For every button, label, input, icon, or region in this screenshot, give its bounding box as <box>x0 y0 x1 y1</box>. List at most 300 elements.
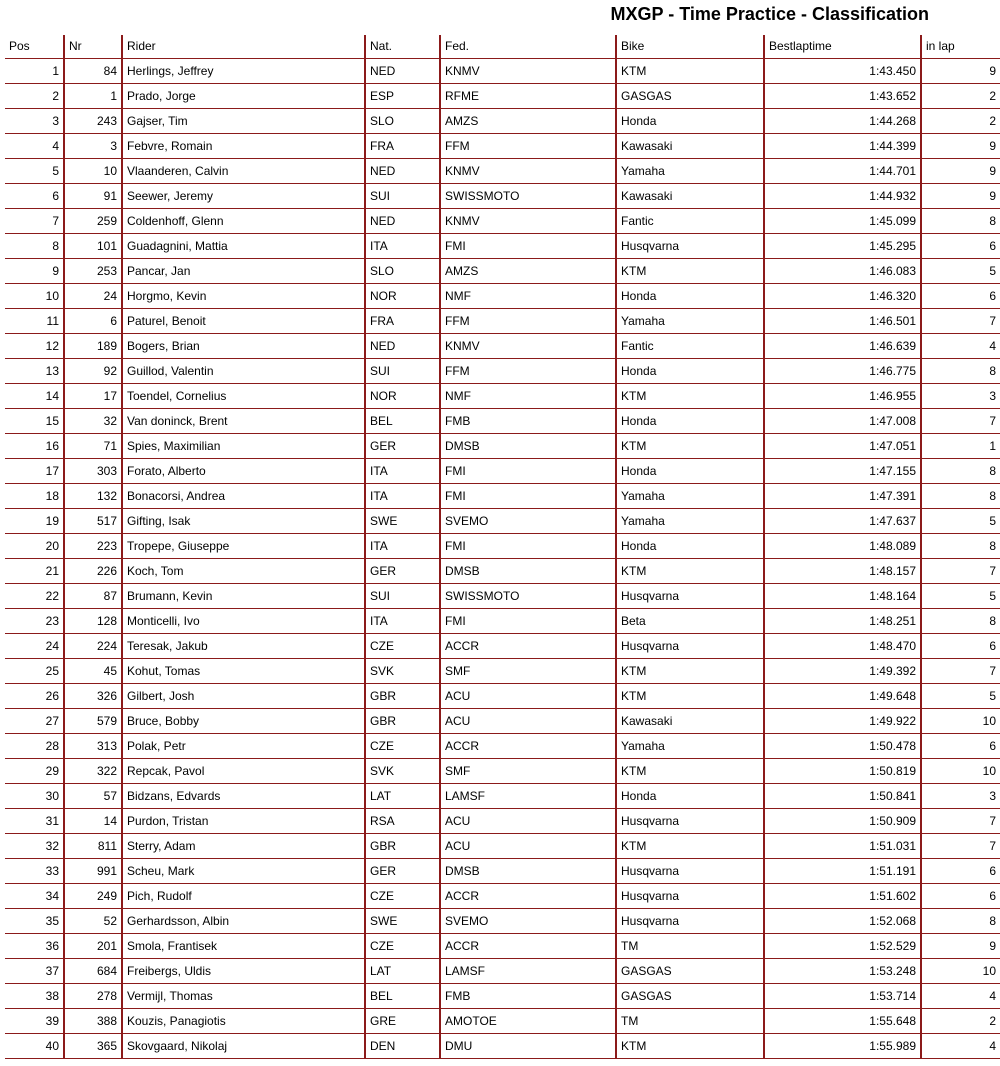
cell-nr: 684 <box>64 959 122 984</box>
cell-bestlaptime: 1:44.932 <box>764 184 921 209</box>
cell-bestlaptime: 1:46.501 <box>764 309 921 334</box>
cell-pos: 38 <box>5 984 64 1009</box>
cell-nr: 6 <box>64 309 122 334</box>
cell-pos: 35 <box>5 909 64 934</box>
cell-fed: KNMV <box>440 59 616 84</box>
cell-nat: SWE <box>365 509 440 534</box>
table-row <box>5 409 1000 434</box>
column-header-in-lap: in lap <box>921 35 1000 59</box>
cell-nr: 92 <box>64 359 122 384</box>
cell-rider: Vermijl, Thomas <box>122 984 365 1009</box>
cell-in-lap: 2 <box>921 84 1000 109</box>
cell-pos: 37 <box>5 959 64 984</box>
cell-fed: SMF <box>440 659 616 684</box>
cell-fed: FMI <box>440 609 616 634</box>
cell-nr: 259 <box>64 209 122 234</box>
cell-nr: 32 <box>64 409 122 434</box>
cell-bestlaptime: 1:55.648 <box>764 1009 921 1034</box>
table-row <box>5 659 1000 684</box>
table-row <box>5 859 1000 884</box>
cell-in-lap: 8 <box>921 534 1000 559</box>
cell-bike: KTM <box>616 59 764 84</box>
table-row <box>5 259 1000 284</box>
table-row <box>5 284 1000 309</box>
cell-in-lap: 6 <box>921 284 1000 309</box>
cell-nat: BEL <box>365 984 440 1009</box>
cell-bestlaptime: 1:44.701 <box>764 159 921 184</box>
cell-nat: CZE <box>365 634 440 659</box>
cell-nat: CZE <box>365 884 440 909</box>
cell-fed: SWISSMOTO <box>440 184 616 209</box>
cell-rider: Kouzis, Panagiotis <box>122 1009 365 1034</box>
cell-in-lap: 4 <box>921 984 1000 1009</box>
header-row <box>5 35 1000 59</box>
cell-fed: KNMV <box>440 334 616 359</box>
cell-nr: 10 <box>64 159 122 184</box>
cell-bestlaptime: 1:48.470 <box>764 634 921 659</box>
cell-fed: SVEMO <box>440 509 616 534</box>
cell-nr: 84 <box>64 59 122 84</box>
cell-bestlaptime: 1:46.955 <box>764 384 921 409</box>
cell-bike: Kawasaki <box>616 709 764 734</box>
table-row <box>5 584 1000 609</box>
table-row <box>5 334 1000 359</box>
cell-nat: NED <box>365 159 440 184</box>
cell-pos: 15 <box>5 409 64 434</box>
table-row <box>5 809 1000 834</box>
cell-fed: ACU <box>440 684 616 709</box>
table-row <box>5 59 1000 84</box>
cell-pos: 23 <box>5 609 64 634</box>
cell-bike: Fantic <box>616 209 764 234</box>
table-row <box>5 234 1000 259</box>
cell-bestlaptime: 1:44.268 <box>764 109 921 134</box>
cell-bike: Husqvarna <box>616 809 764 834</box>
cell-nr: 322 <box>64 759 122 784</box>
table-row <box>5 784 1000 809</box>
cell-fed: DMSB <box>440 434 616 459</box>
table-row <box>5 109 1000 134</box>
cell-pos: 33 <box>5 859 64 884</box>
cell-in-lap: 6 <box>921 234 1000 259</box>
table-row <box>5 684 1000 709</box>
cell-bestlaptime: 1:45.099 <box>764 209 921 234</box>
table-row <box>5 359 1000 384</box>
cell-fed: ACCR <box>440 734 616 759</box>
cell-bestlaptime: 1:53.714 <box>764 984 921 1009</box>
cell-bike: Husqvarna <box>616 584 764 609</box>
cell-bike: Honda <box>616 359 764 384</box>
cell-fed: SVEMO <box>440 909 616 934</box>
cell-pos: 30 <box>5 784 64 809</box>
cell-nr: 87 <box>64 584 122 609</box>
cell-nat: GER <box>365 559 440 584</box>
cell-bike: KTM <box>616 559 764 584</box>
table-row <box>5 484 1000 509</box>
cell-in-lap: 7 <box>921 559 1000 584</box>
cell-pos: 11 <box>5 309 64 334</box>
cell-in-lap: 5 <box>921 584 1000 609</box>
cell-nr: 811 <box>64 834 122 859</box>
cell-bike: GASGAS <box>616 959 764 984</box>
cell-fed: FFM <box>440 359 616 384</box>
cell-fed: NMF <box>440 384 616 409</box>
cell-fed: NMF <box>440 284 616 309</box>
cell-pos: 18 <box>5 484 64 509</box>
cell-in-lap: 7 <box>921 309 1000 334</box>
cell-fed: ACCR <box>440 884 616 909</box>
cell-rider: Forato, Alberto <box>122 459 365 484</box>
cell-nat: ITA <box>365 609 440 634</box>
column-header-rider: Rider <box>122 35 365 59</box>
cell-bestlaptime: 1:49.392 <box>764 659 921 684</box>
cell-pos: 3 <box>5 109 64 134</box>
cell-rider: Brumann, Kevin <box>122 584 365 609</box>
cell-bestlaptime: 1:46.775 <box>764 359 921 384</box>
cell-bestlaptime: 1:47.155 <box>764 459 921 484</box>
cell-pos: 40 <box>5 1034 64 1059</box>
cell-nat: NED <box>365 59 440 84</box>
cell-fed: FMI <box>440 234 616 259</box>
cell-bike: KTM <box>616 434 764 459</box>
cell-in-lap: 8 <box>921 909 1000 934</box>
cell-fed: AMZS <box>440 259 616 284</box>
cell-in-lap: 6 <box>921 634 1000 659</box>
cell-rider: Polak, Petr <box>122 734 365 759</box>
cell-pos: 1 <box>5 59 64 84</box>
cell-bestlaptime: 1:50.819 <box>764 759 921 784</box>
cell-rider: Bruce, Bobby <box>122 709 365 734</box>
table-row <box>5 559 1000 584</box>
cell-bike: GASGAS <box>616 84 764 109</box>
cell-nat: SUI <box>365 359 440 384</box>
classification-table <box>5 35 1000 1059</box>
cell-bestlaptime: 1:53.248 <box>764 959 921 984</box>
cell-nr: 201 <box>64 934 122 959</box>
cell-in-lap: 9 <box>921 184 1000 209</box>
cell-fed: ACU <box>440 709 616 734</box>
cell-bestlaptime: 1:49.922 <box>764 709 921 734</box>
cell-bike: Honda <box>616 284 764 309</box>
cell-nat: GER <box>365 859 440 884</box>
cell-nat: GER <box>365 434 440 459</box>
cell-bestlaptime: 1:45.295 <box>764 234 921 259</box>
cell-in-lap: 2 <box>921 1009 1000 1034</box>
table-row <box>5 759 1000 784</box>
column-header-fed: Fed. <box>440 35 616 59</box>
cell-pos: 13 <box>5 359 64 384</box>
cell-fed: FMI <box>440 459 616 484</box>
cell-bestlaptime: 1:47.008 <box>764 409 921 434</box>
cell-nat: DEN <box>365 1034 440 1059</box>
cell-rider: Guadagnini, Mattia <box>122 234 365 259</box>
cell-pos: 4 <box>5 134 64 159</box>
cell-rider: Repcak, Pavol <box>122 759 365 784</box>
cell-nat: CZE <box>365 734 440 759</box>
cell-pos: 6 <box>5 184 64 209</box>
cell-nat: CZE <box>365 934 440 959</box>
cell-nat: GBR <box>365 684 440 709</box>
cell-nat: ITA <box>365 534 440 559</box>
cell-fed: ACU <box>440 809 616 834</box>
cell-bestlaptime: 1:49.648 <box>764 684 921 709</box>
cell-rider: Coldenhoff, Glenn <box>122 209 365 234</box>
cell-rider: Prado, Jorge <box>122 84 365 109</box>
cell-pos: 8 <box>5 234 64 259</box>
cell-in-lap: 7 <box>921 409 1000 434</box>
table-row <box>5 509 1000 534</box>
cell-nr: 91 <box>64 184 122 209</box>
cell-nr: 249 <box>64 884 122 909</box>
cell-nat: SVK <box>365 759 440 784</box>
cell-in-lap: 7 <box>921 809 1000 834</box>
cell-bestlaptime: 1:52.529 <box>764 934 921 959</box>
cell-bestlaptime: 1:51.191 <box>764 859 921 884</box>
cell-nr: 45 <box>64 659 122 684</box>
cell-in-lap: 5 <box>921 259 1000 284</box>
cell-bike: Husqvarna <box>616 634 764 659</box>
cell-pos: 28 <box>5 734 64 759</box>
table-row <box>5 984 1000 1009</box>
cell-nr: 132 <box>64 484 122 509</box>
cell-pos: 21 <box>5 559 64 584</box>
cell-fed: DMU <box>440 1034 616 1059</box>
cell-fed: FMI <box>440 534 616 559</box>
cell-in-lap: 8 <box>921 609 1000 634</box>
cell-bike: Honda <box>616 459 764 484</box>
cell-nat: BEL <box>365 409 440 434</box>
cell-bike: Yamaha <box>616 509 764 534</box>
table-row <box>5 534 1000 559</box>
cell-pos: 22 <box>5 584 64 609</box>
cell-bike: Yamaha <box>616 484 764 509</box>
cell-in-lap: 1 <box>921 434 1000 459</box>
cell-fed: ACCR <box>440 634 616 659</box>
cell-bike: Husqvarna <box>616 234 764 259</box>
cell-nat: NOR <box>365 384 440 409</box>
cell-bike: Kawasaki <box>616 184 764 209</box>
cell-in-lap: 3 <box>921 384 1000 409</box>
cell-nr: 579 <box>64 709 122 734</box>
cell-nat: NOR <box>365 284 440 309</box>
cell-bestlaptime: 1:48.089 <box>764 534 921 559</box>
cell-rider: Teresak, Jakub <box>122 634 365 659</box>
table-row <box>5 1034 1000 1059</box>
cell-rider: Toendel, Cornelius <box>122 384 365 409</box>
cell-bestlaptime: 1:50.909 <box>764 809 921 834</box>
cell-pos: 10 <box>5 284 64 309</box>
cell-nat: GBR <box>365 834 440 859</box>
cell-rider: Bonacorsi, Andrea <box>122 484 365 509</box>
cell-nr: 313 <box>64 734 122 759</box>
cell-fed: KNMV <box>440 159 616 184</box>
cell-nat: NED <box>365 209 440 234</box>
cell-rider: Guillod, Valentin <box>122 359 365 384</box>
cell-fed: DMSB <box>440 559 616 584</box>
cell-pos: 7 <box>5 209 64 234</box>
cell-fed: KNMV <box>440 209 616 234</box>
cell-nr: 17 <box>64 384 122 409</box>
cell-in-lap: 9 <box>921 934 1000 959</box>
cell-nat: ITA <box>365 234 440 259</box>
cell-in-lap: 8 <box>921 359 1000 384</box>
cell-bike: KTM <box>616 259 764 284</box>
cell-bike: Fantic <box>616 334 764 359</box>
cell-fed: LAMSF <box>440 959 616 984</box>
cell-bike: TM <box>616 934 764 959</box>
cell-nr: 226 <box>64 559 122 584</box>
cell-bike: KTM <box>616 759 764 784</box>
cell-pos: 5 <box>5 159 64 184</box>
cell-rider: Febvre, Romain <box>122 134 365 159</box>
cell-rider: Horgmo, Kevin <box>122 284 365 309</box>
cell-rider: Smola, Frantisek <box>122 934 365 959</box>
cell-nr: 223 <box>64 534 122 559</box>
cell-in-lap: 4 <box>921 334 1000 359</box>
cell-pos: 9 <box>5 259 64 284</box>
cell-pos: 14 <box>5 384 64 409</box>
cell-pos: 31 <box>5 809 64 834</box>
cell-bike: Beta <box>616 609 764 634</box>
cell-nat: SWE <box>365 909 440 934</box>
column-header-bestlaptime: Bestlaptime <box>764 35 921 59</box>
table-row <box>5 934 1000 959</box>
cell-in-lap: 4 <box>921 1034 1000 1059</box>
cell-in-lap: 8 <box>921 209 1000 234</box>
cell-pos: 36 <box>5 934 64 959</box>
cell-bike: KTM <box>616 684 764 709</box>
cell-fed: SWISSMOTO <box>440 584 616 609</box>
cell-in-lap: 6 <box>921 859 1000 884</box>
cell-rider: Gajser, Tim <box>122 109 365 134</box>
cell-bestlaptime: 1:48.164 <box>764 584 921 609</box>
cell-nr: 253 <box>64 259 122 284</box>
cell-bike: GASGAS <box>616 984 764 1009</box>
cell-bestlaptime: 1:47.391 <box>764 484 921 509</box>
cell-bike: Husqvarna <box>616 884 764 909</box>
cell-pos: 17 <box>5 459 64 484</box>
cell-nat: ITA <box>365 484 440 509</box>
cell-rider: Kohut, Tomas <box>122 659 365 684</box>
cell-nr: 243 <box>64 109 122 134</box>
cell-bestlaptime: 1:46.639 <box>764 334 921 359</box>
cell-fed: FMB <box>440 409 616 434</box>
cell-pos: 24 <box>5 634 64 659</box>
cell-nr: 1 <box>64 84 122 109</box>
cell-rider: Bogers, Brian <box>122 334 365 359</box>
cell-pos: 27 <box>5 709 64 734</box>
cell-nat: ITA <box>365 459 440 484</box>
cell-nr: 326 <box>64 684 122 709</box>
cell-nat: LAT <box>365 784 440 809</box>
cell-bestlaptime: 1:47.637 <box>764 509 921 534</box>
cell-in-lap: 8 <box>921 459 1000 484</box>
cell-rider: Vlaanderen, Calvin <box>122 159 365 184</box>
cell-bestlaptime: 1:46.320 <box>764 284 921 309</box>
table-row <box>5 159 1000 184</box>
cell-rider: Bidzans, Edvards <box>122 784 365 809</box>
table-row <box>5 134 1000 159</box>
table-row <box>5 609 1000 634</box>
cell-fed: ACCR <box>440 934 616 959</box>
cell-rider: Van doninck, Brent <box>122 409 365 434</box>
cell-fed: DMSB <box>440 859 616 884</box>
cell-in-lap: 10 <box>921 959 1000 984</box>
cell-bestlaptime: 1:55.989 <box>764 1034 921 1059</box>
cell-in-lap: 9 <box>921 134 1000 159</box>
cell-bike: KTM <box>616 659 764 684</box>
cell-bestlaptime: 1:50.841 <box>764 784 921 809</box>
cell-nat: FRA <box>365 309 440 334</box>
cell-nat: LAT <box>365 959 440 984</box>
cell-rider: Tropepe, Giuseppe <box>122 534 365 559</box>
cell-rider: Paturel, Benoit <box>122 309 365 334</box>
cell-in-lap: 6 <box>921 884 1000 909</box>
cell-nr: 52 <box>64 909 122 934</box>
cell-bike: KTM <box>616 384 764 409</box>
cell-bestlaptime: 1:50.478 <box>764 734 921 759</box>
classification-rows <box>5 59 1000 1059</box>
column-header-nr: Nr <box>64 35 122 59</box>
table-row <box>5 309 1000 334</box>
cell-bestlaptime: 1:46.083 <box>764 259 921 284</box>
cell-pos: 20 <box>5 534 64 559</box>
table-row <box>5 1009 1000 1034</box>
cell-fed: FMB <box>440 984 616 1009</box>
cell-rider: Pich, Rudolf <box>122 884 365 909</box>
cell-bike: Kawasaki <box>616 134 764 159</box>
table-row <box>5 459 1000 484</box>
table-row <box>5 884 1000 909</box>
cell-bestlaptime: 1:47.051 <box>764 434 921 459</box>
cell-in-lap: 5 <box>921 684 1000 709</box>
cell-bike: Yamaha <box>616 309 764 334</box>
cell-bestlaptime: 1:48.157 <box>764 559 921 584</box>
cell-bike: TM <box>616 1009 764 1034</box>
column-header-nat: Nat. <box>365 35 440 59</box>
cell-nr: 189 <box>64 334 122 359</box>
cell-pos: 2 <box>5 84 64 109</box>
table-row <box>5 734 1000 759</box>
cell-bike: Husqvarna <box>616 909 764 934</box>
table-row <box>5 209 1000 234</box>
cell-fed: FFM <box>440 309 616 334</box>
cell-bestlaptime: 1:52.068 <box>764 909 921 934</box>
cell-fed: FFM <box>440 134 616 159</box>
cell-bike: Honda <box>616 534 764 559</box>
cell-rider: Monticelli, Ivo <box>122 609 365 634</box>
table-row <box>5 709 1000 734</box>
cell-pos: 34 <box>5 884 64 909</box>
cell-in-lap: 7 <box>921 834 1000 859</box>
cell-nr: 3 <box>64 134 122 159</box>
table-row <box>5 84 1000 109</box>
table-row <box>5 634 1000 659</box>
cell-bestlaptime: 1:43.450 <box>764 59 921 84</box>
table-row <box>5 434 1000 459</box>
cell-pos: 32 <box>5 834 64 859</box>
cell-bestlaptime: 1:51.031 <box>764 834 921 859</box>
cell-rider: Sterry, Adam <box>122 834 365 859</box>
cell-in-lap: 10 <box>921 759 1000 784</box>
cell-rider: Gerhardsson, Albin <box>122 909 365 934</box>
table-row <box>5 909 1000 934</box>
cell-rider: Herlings, Jeffrey <box>122 59 365 84</box>
cell-pos: 29 <box>5 759 64 784</box>
cell-nat: SLO <box>365 259 440 284</box>
cell-pos: 26 <box>5 684 64 709</box>
table-row <box>5 384 1000 409</box>
